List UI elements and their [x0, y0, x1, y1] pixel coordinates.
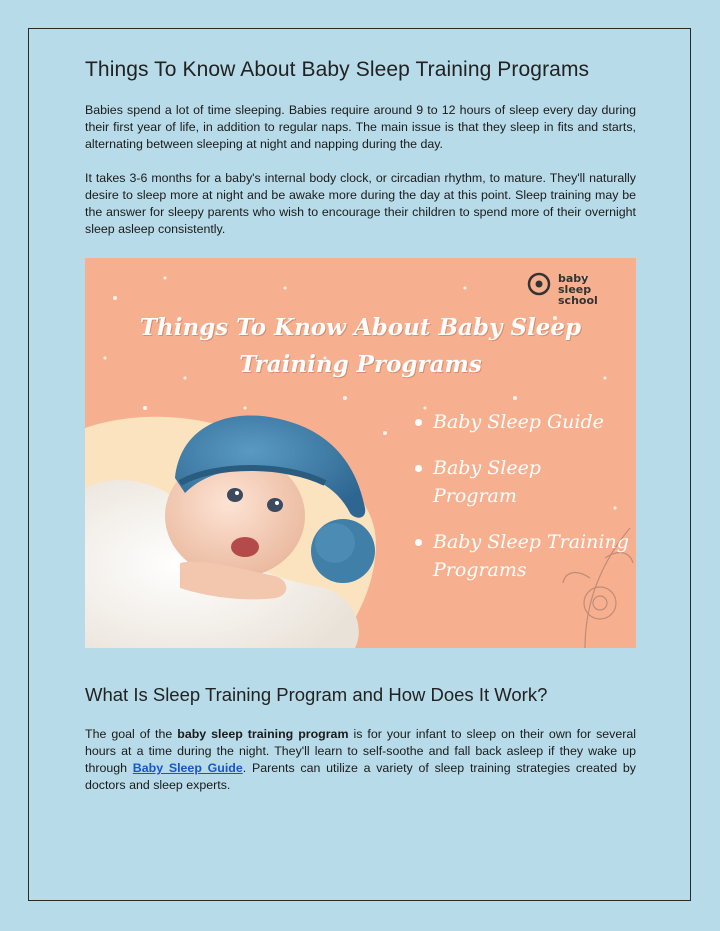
bold-term: baby sleep training program: [177, 727, 349, 741]
hero-title-line-1: Things To Know About Baby Sleep: [139, 314, 582, 341]
brand-line-2: school: [558, 294, 598, 307]
hero-image: [85, 258, 636, 648]
brand-line-1: baby sleep: [558, 272, 592, 296]
hero-title-line-2: Training Programs: [239, 351, 482, 378]
document-content: [85, 58, 636, 811]
section-text-part-3: . Parents can utilize a variety of sleep training strategies created by doctors and sleep experts.: [85, 761, 636, 792]
hero-bullet: Baby Sleep Guide: [415, 408, 630, 436]
section-paragraph: [85, 726, 636, 794]
page-title: Things To Know About Baby Sleep Training Programs: [85, 58, 590, 81]
intro-paragraph-2: It takes 3-6 months for a baby's internal body clock, or circadian rhythm, to mature. They'll naturally desire to sleep more at night and be awake more during the day at this point. Sleep training may be the answer for sleepy parents who wish to encourage their children to spend more of their overnight sleep asleep consistently.: [85, 171, 636, 236]
section-text-part-1: The goal of the: [85, 727, 178, 741]
brand-logo-icon: [525, 270, 553, 298]
brand-name: [558, 273, 625, 306]
baby-sleep-guide-link[interactable]: Baby Sleep Guide: [132, 761, 243, 775]
hero-bullet: Baby Sleep Program: [415, 454, 630, 510]
brand-logo: [525, 268, 625, 307]
intro-paragraph-1: Babies spend a lot of time sleeping. Babies require around 9 to 12 hours of sleep every day during their first year of life, in addition to regular naps. The main issue is that they sleep in fits and starts, alternating between sleeping at night and napping during the day.: [85, 103, 636, 151]
section-heading: What Is Sleep Training Program and How Does It Work?: [85, 684, 548, 705]
section-text-part-2: is for your infant to sleep on their own for several hours at a time during the night. They'll learn to self-soothe and fall back asleep if they wake up through: [85, 727, 637, 775]
hero-bullet: Baby Sleep Training Programs: [415, 528, 630, 584]
hero-bullet-list: [415, 408, 630, 602]
